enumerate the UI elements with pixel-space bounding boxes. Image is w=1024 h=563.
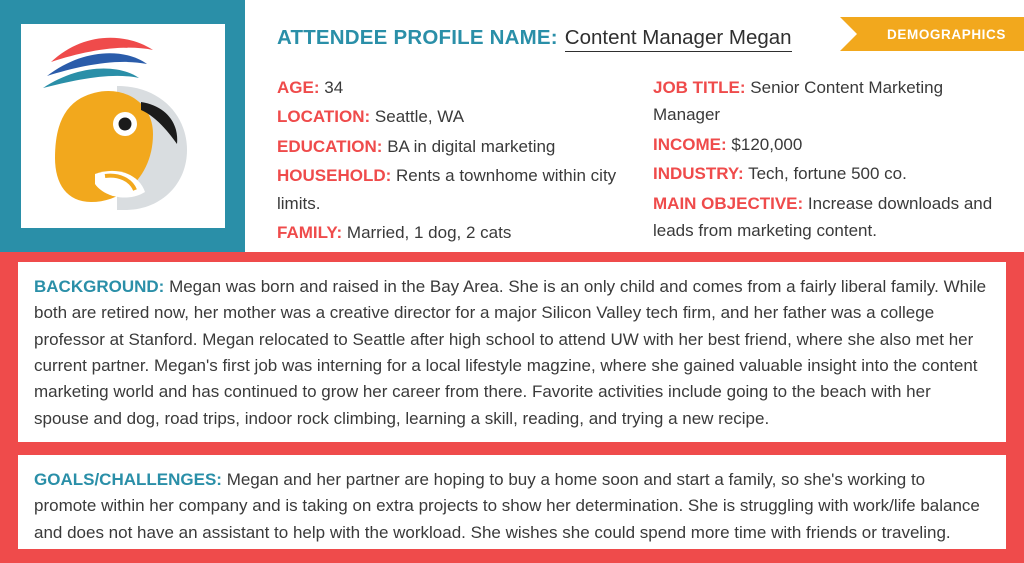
attendee-profile-name-label: ATTENDEE PROFILE NAME: — [277, 26, 558, 49]
field-main-objective — [653, 190, 1008, 245]
demographics-columns — [277, 74, 1008, 249]
field-age-label: AGE: — [277, 77, 320, 97]
demographics-ribbon-badge — [857, 17, 1024, 51]
goals-paragraph — [34, 467, 990, 546]
avatar-panel — [0, 0, 245, 252]
demographics-ribbon-label: DEMOGRAPHICS — [887, 26, 1006, 42]
demographics-column-right — [645, 74, 1008, 249]
profile-header-section — [0, 0, 1024, 252]
field-location-value: Seattle, WA — [374, 107, 465, 127]
field-income-label: INCOME: — [653, 134, 727, 154]
profile-info-panel — [245, 0, 1024, 252]
field-education — [277, 133, 645, 161]
field-family-label: FAMILY: — [277, 223, 343, 243]
field-age — [277, 74, 645, 102]
field-family-value: Married, 1 dog, 2 cats — [346, 223, 512, 243]
field-main-objective-value: Increase downloads and leads from marketing content. — [653, 193, 993, 241]
goals-challenges-text: Megan and her partner are hoping to buy a home soon and start a family, so she's working to promote within her company and is taking on extra projects to show her determination. She is struggling with work/life balance and does not have an assistant to help with the workload. She wishes she could spend more time with friends or traveling. — [34, 470, 980, 542]
field-main-objective-label: MAIN OBJECTIVE: — [653, 193, 804, 213]
parrot-mascot-icon — [21, 24, 225, 228]
background-section — [18, 262, 1006, 442]
field-family — [277, 219, 645, 247]
field-industry — [653, 160, 1008, 188]
field-industry-label: INDUSTRY: — [653, 164, 744, 184]
field-education-label: EDUCATION: — [277, 136, 383, 156]
field-education-value: BA in digital marketing — [387, 136, 556, 156]
field-household-value: Rents a townhome within city limits. — [277, 166, 617, 213]
field-income — [653, 131, 1008, 159]
background-paragraph — [34, 274, 990, 432]
field-location — [277, 103, 645, 131]
field-industry-value: Tech, fortune 500 co. — [748, 164, 907, 184]
background-text: Megan was born and raised in the Bay Area. She is an only child and comes from a fairly liberal family. While both are retired now, her mother was a creative director for a major Silicon Valley tech firm, and her father was a college professor at Stanford. Megan relocated to Seattle after high school to attend UW with her best friend, where she also met her current partner. Megan's first job was interning for a local lifestyle magzine, where she gained valuable insight into the content marketing world and has continued to grow her career from there. Favorite activities include going to the beach with her spouse and dog, road trips, indoor rock climbing, learning a skill, reading, and trying a new recipe. — [34, 277, 987, 428]
field-location-label: LOCATION: — [277, 107, 371, 127]
field-income-value: $120,000 — [731, 134, 803, 154]
attendee-profile-name-value: Content Manager Megan — [565, 26, 792, 52]
background-label: BACKGROUND: — [34, 277, 165, 296]
field-household — [277, 162, 645, 217]
field-age-value: 34 — [324, 77, 344, 97]
demographics-column-left — [277, 74, 645, 249]
goals-challenges-label: GOALS/CHALLENGES: — [34, 470, 222, 489]
field-household-label: HOUSEHOLD: — [277, 166, 392, 186]
avatar-frame — [21, 24, 225, 228]
field-job-title-label: JOB TITLE: — [653, 77, 746, 97]
goals-challenges-section — [18, 455, 1006, 549]
field-job-title-value: Senior Content Marketing Manager — [653, 77, 944, 125]
field-job-title — [653, 74, 1008, 129]
